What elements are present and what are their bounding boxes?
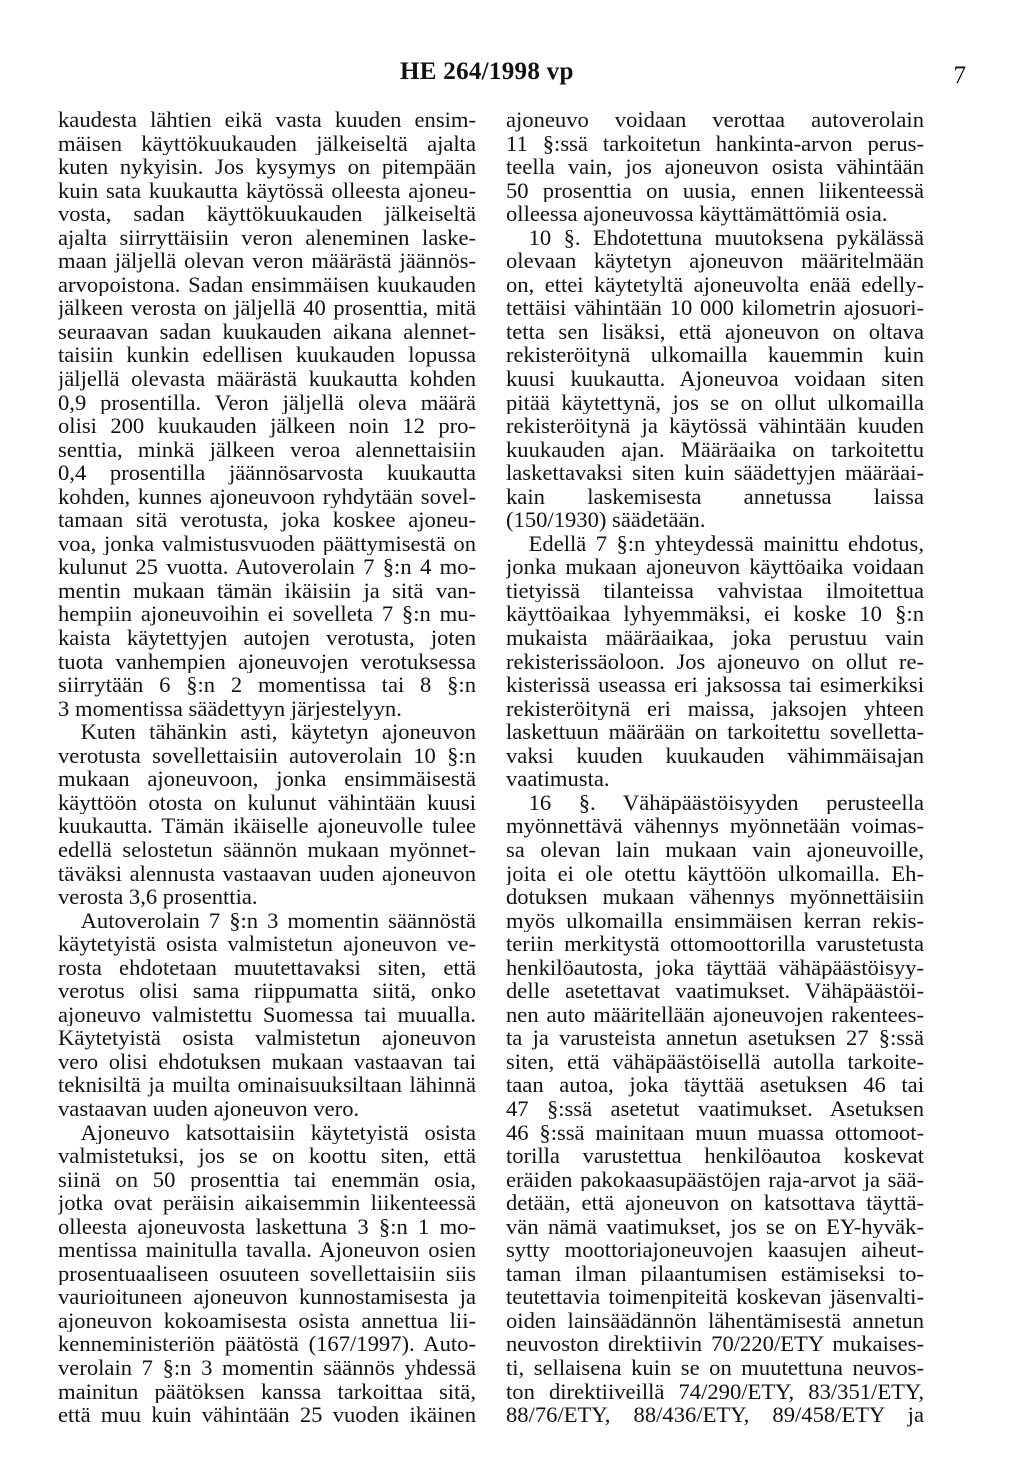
text-line: 88/76/ETY, 88/436/ETY, 89/458/ETY ja: [506, 1403, 924, 1427]
text-line: kain laskemisesta annetussa laissa: [506, 484, 924, 509]
text-line: Autoverolain 7 §:n 3 momentin säännöstä: [58, 908, 476, 933]
text-line: laskettuun määrään on tarkoitettu sovelletta-: [506, 720, 924, 744]
right-text-column: [506, 108, 924, 1427]
text-line: jäljellä olevasta määrästä kuukautta kohden: [58, 367, 476, 391]
text-line: rosta ehdotetaan muutettavaksi siten, että: [58, 955, 476, 980]
text-line: siinä on 50 prosenttia tai enemmän osia,: [58, 1167, 476, 1192]
text-line: taman ilman pilaantumisen estämiseksi to-: [506, 1261, 924, 1286]
text-line: kaista käytettyjen autojen verotusta, joten: [58, 626, 476, 650]
text-line: 10 §. Ehdotettuna muutoksena pykälässä: [506, 225, 924, 250]
text-line: hempiin ajoneuvoihin ei sovelleta 7 §:n mu-: [58, 602, 476, 627]
text-line: taan autoa, joka täyttää asetuksen 46 tai: [506, 1073, 924, 1097]
text-line: olleessa ajoneuvossa käyttämättömiä osia.: [506, 202, 888, 226]
text-line: olisi 200 kuukauden jälkeen noin 12 pro-: [58, 414, 476, 438]
text-line: mentissa mainitulla tavalla. Ajoneuvon osien: [58, 1238, 476, 1262]
text-line: kuin sata kuukautta käytössä olleesta ajoneu-: [58, 178, 476, 203]
text-line: jotka ovat peräisin aikaisemmin liikenteessä: [58, 1191, 476, 1215]
text-line: 11 §:ssä tarkoitetun hankinta-arvon perus-: [506, 131, 924, 156]
text-line: on, ettei käytetyltä ajoneuvolta enää edelly-: [506, 272, 924, 297]
text-line: jälkeen verosta on jäljellä 40 prosenttia, mitä: [58, 296, 476, 320]
text-line: olleesta ajoneuvosta laskettuna 3 §:n 1 mo-: [58, 1214, 476, 1239]
text-line: vastaavan uuden ajoneuvon vero.: [58, 1096, 360, 1121]
text-line: sa olevan lain mukaan vain ajoneuvoille,: [506, 837, 924, 862]
text-line: vaksi kuuden kuukauden vähimmäisajan: [506, 743, 924, 768]
text-line: rekisterissäoloon. Jos ajoneuvo on ollut re-: [506, 649, 924, 674]
text-line: edellä selostetun säännön mukaan myönnet-: [58, 837, 476, 862]
text-line: detään, että ajoneuvon on katsottava täyttä-: [506, 1191, 924, 1215]
text-line: 50 prosenttia on uusia, ennen liikenteessä: [506, 178, 924, 203]
text-line: rekisteröitynä ulkomailla kauemmin kuin: [506, 343, 924, 368]
text-line: vosta, sadan käyttökuukauden jälkeiseltä: [58, 202, 476, 226]
text-line: mukaan ajoneuvoon, jonka ensimmäisestä: [58, 767, 476, 791]
text-line: eräiden pakokaasupäästöjen raja-arvot ja sää-: [506, 1167, 924, 1192]
text-line: täväksi alennusta vastaavan uuden ajoneuvon: [58, 861, 476, 886]
text-line: vero olisi ehdotuksen mukaan vastaavan tai: [58, 1049, 476, 1074]
text-line: ajoneuvo voidaan verottaa autoverolain: [506, 108, 924, 132]
text-line: valmistetuksi, jos se on koottu siten, että: [58, 1144, 476, 1168]
text-line: teella vain, jos ajoneuvon osista vähintään: [506, 155, 924, 179]
text-line: ti, sellaisena kuin se on muutettuna neuvos-: [506, 1355, 924, 1380]
text-line: ta ja varusteista annetun asetuksen 27 §:ssä: [506, 1026, 924, 1050]
text-line: kohden, kunnes ajoneuvoon ryhdytään sovel-: [58, 484, 476, 509]
text-line: maan jäljellä olevan veron määrästä jäännös-: [58, 249, 476, 273]
text-line: ajoneuvon kokoamisesta osista annettua lii-: [58, 1308, 476, 1333]
text-line: senttia, minkä jälkeen veroa alennettaisiin: [58, 437, 476, 462]
text-line: siirrytään 6 §:n 2 momentissa tai 8 §:n: [58, 673, 476, 697]
text-line: 0,4 prosentilla jäännösarvosta kuukautta: [58, 461, 476, 485]
text-line: torilla varustettua henkilöautoa koskevat: [506, 1144, 924, 1168]
text-line: mentin mukaan tämän ikäisiin ja sitä van-: [58, 578, 476, 603]
text-line: pitää käytettynä, jos se on ollut ulkomailla: [506, 390, 924, 415]
text-line: kuusi kuukautta. Ajoneuvoa voidaan siten: [506, 367, 924, 391]
text-line: joita ei ole otettu käyttöön ulkomailla. Eh-: [506, 861, 924, 886]
text-line: kaudesta lähtien eikä vasta kuuden ensim-: [58, 108, 476, 132]
document-id: HE 264/1998 vp: [400, 58, 574, 85]
text-line: teknisiltä ja muilta ominaisuuksiltaan lähinnä: [58, 1073, 476, 1097]
text-line: ajalta siirryttäisiin veron aleneminen laske-: [58, 225, 476, 250]
text-line: rekisteröitynä ja käytössä vähintään kuuden: [506, 414, 924, 438]
text-line: verotusta sovellettaisiin autoverolain 10 §:n: [58, 743, 476, 768]
text-line: tamaan sitä verotusta, joka koskee ajoneu-: [58, 508, 476, 532]
text-line: oiden lainsäädännön lähentämisestä annetun: [506, 1308, 924, 1333]
text-line: jonka mukaan ajoneuvon käyttöaika voidaan: [506, 555, 924, 579]
text-line: käyttöaikaa lyhyemmäksi, ei koske 10 §:n: [506, 602, 924, 627]
text-line: seuraavan sadan kuukauden aikana alennet-: [58, 319, 476, 344]
text-line: vaurioituneen ajoneuvon kunnostamisesta ja: [58, 1285, 476, 1309]
text-line: tetta sen lisäksi, että ajoneuvon on oltava: [506, 319, 924, 344]
text-line: vän nämä vaatimukset, jos se on EY-hyväk-: [506, 1214, 924, 1239]
text-line: kisterissä useassa eri jaksossa tai esimerkiksi: [506, 673, 924, 697]
text-line: kuukauden ajan. Määräaika on tarkoitettu: [506, 437, 924, 462]
text-line: vaatimusta.: [506, 767, 610, 791]
text-line: sytty moottoriajoneuvojen kaasujen aiheut-: [506, 1238, 924, 1262]
text-line: 16 §. Vähäpäästöisyyden perusteella: [506, 790, 924, 815]
text-line: dotuksen mukaan vähennys myönnettäisiin: [506, 885, 924, 909]
text-line: käyttöön otosta on kulunut vähintään kuusi: [58, 790, 476, 815]
text-line: verotus olisi sama riippumatta siitä, onko: [58, 979, 476, 1003]
text-line: kuukautta. Tämän ikäiselle ajoneuvolle tulee: [58, 814, 476, 838]
text-line: taisiin kunkin edellisen kuukauden lopussa: [58, 343, 476, 368]
text-line: teriin merkitystä ottomoottorilla varustetusta: [506, 932, 924, 956]
text-line: olevaan käytetyn ajoneuvon määritelmään: [506, 249, 924, 273]
text-line: kulunut 25 vuotta. Autoverolain 7 §:n 4 mo-: [58, 555, 476, 579]
page-header: [0, 58, 1024, 98]
text-line: mainitun päätöksen kanssa tarkoittaa sitä,: [58, 1379, 476, 1404]
text-line: Edellä 7 §:n yhteydessä mainittu ehdotus,: [506, 531, 924, 556]
page-number: 7: [953, 62, 966, 89]
text-line: ajoneuvo valmistettu Suomessa tai muualla.: [58, 1002, 476, 1027]
text-line: kenneministeriön päätöstä (167/1997). Auto-: [58, 1332, 476, 1356]
text-line: neuvoston direktiivin 70/220/ETY mukaises-: [506, 1332, 924, 1356]
text-line: arvopoistona. Sadan ensimmäisen kuukauden: [58, 272, 476, 297]
text-line: 47 §:ssä asetetut vaatimukset. Asetuksen: [506, 1096, 924, 1121]
text-line: laskettavaksi siten kuin säädettyjen määräai-: [506, 461, 924, 485]
text-line: mukaista määräaikaa, joka perustuu vain: [506, 626, 924, 650]
text-line: Käytetyistä osista valmistetun ajoneuvon: [58, 1026, 476, 1050]
left-text-column: [58, 108, 476, 1427]
text-line: Ajoneuvo katsottaisiin käytetyistä osista: [58, 1120, 476, 1145]
text-line: 3 momentissa säädettyyn järjestelyyn.: [58, 696, 402, 721]
text-line: voa, jonka valmistusvuoden päättymisestä on: [58, 531, 476, 556]
text-line: tettäisi vähintään 10 000 kilometrin ajosuori-: [506, 296, 924, 320]
text-line: verosta 3,6 prosenttia.: [58, 885, 258, 909]
text-line: tietyissä tilanteissa vahvistaa ilmoitettua: [506, 578, 924, 603]
text-line: että muu kuin vähintään 25 vuoden ikäinen: [58, 1403, 476, 1427]
text-line: verolain 7 §:n 3 momentin säännös yhdessä: [58, 1355, 476, 1380]
text-line: teutettavia toimenpiteitä koskevan jäsenvalti-: [506, 1285, 924, 1309]
text-line: ton direktiiveillä 74/290/ETY, 83/351/ETY,: [506, 1379, 924, 1404]
text-line: 46 §:ssä mainitaan muun muassa ottomoot-: [506, 1120, 924, 1145]
text-line: delle asetettavat vaatimukset. Vähäpäästöi-: [506, 979, 924, 1003]
text-line: tuota vanhempien ajoneuvojen verotuksessa: [58, 649, 476, 674]
text-line: siten, että vähäpäästöisellä autolla tarkoite-: [506, 1049, 924, 1074]
text-line: 0,9 prosentilla. Veron jäljellä oleva määrä: [58, 390, 476, 415]
text-line: käytetyistä osista valmistetun ajoneuvon ve-: [58, 932, 476, 956]
text-line: myös ulkomailla ensimmäisen kerran rekis-: [506, 908, 924, 933]
text-line: mäisen käyttökuukauden jälkeiseltä ajalta: [58, 131, 476, 156]
text-line: myönnettävä vähennys myönnetään voimas-: [506, 814, 924, 838]
text-line: (150/1930) säädetään.: [506, 508, 706, 532]
text-line: henkilöautosta, joka täyttää vähäpäästöisyy-: [506, 955, 924, 980]
text-line: rekisteröitynä eri maissa, jaksojen yhteen: [506, 696, 924, 721]
text-line: prosentuaaliseen osuuteen sovellettaisiin siis: [58, 1261, 476, 1286]
text-line: kuten nykyisin. Jos kysymys on pitempään: [58, 155, 476, 179]
text-line: Kuten tähänkin asti, käytetyn ajoneuvon: [58, 720, 476, 744]
text-line: nen auto määritellään ajoneuvojen rakentees-: [506, 1002, 924, 1027]
